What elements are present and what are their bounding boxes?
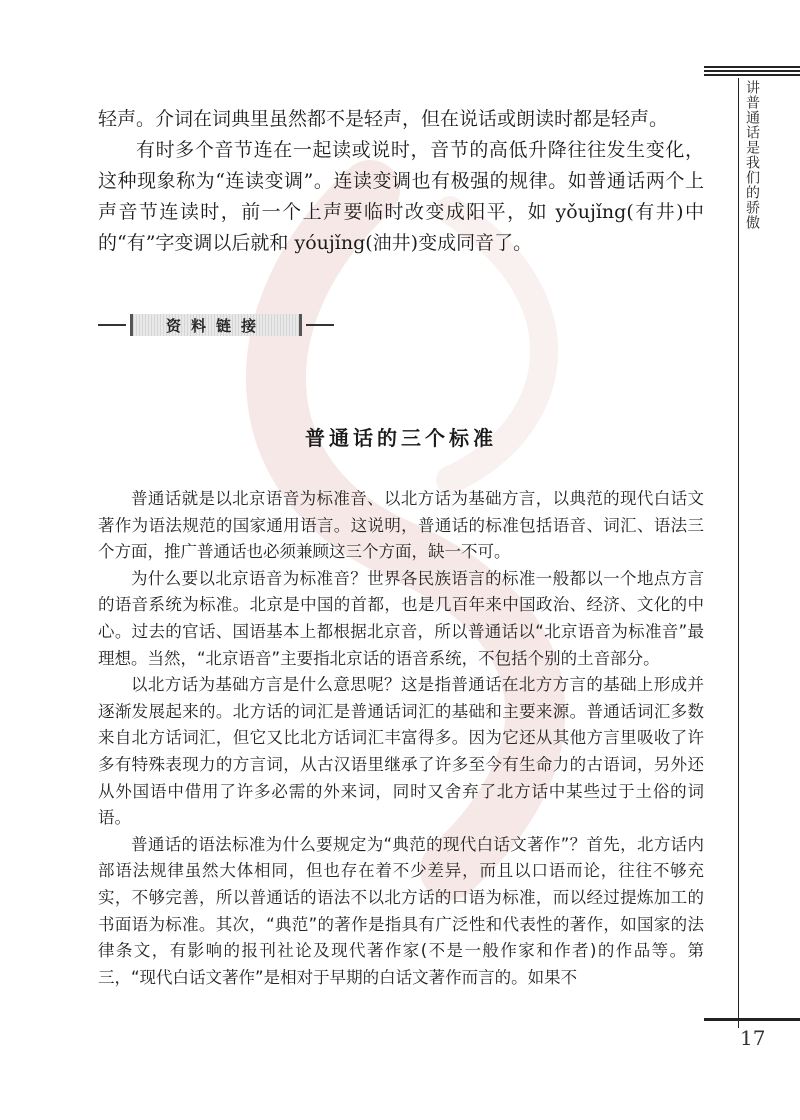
side-divider [738,78,739,1028]
label-rule-left [98,324,126,326]
article-title: 普通话的三个标准 [305,426,497,450]
paragraph: 普通话的语法标准为什么要规定为“典范的现代白话文著作”？首先，北方话内部语法规律虽然大体相同，但也存在着不少差异，而且以口语而论，往往不够充实，不够完善，所以普通话的语法不以北方话的口语为标准，而以经过提炼加工的书面语为标准。其次，“典范”的著作是指具有广泛性和代表性的著作，如国家的法律条文，有影响的报刊社论及现代著作家(不是一般作家和作者)的作品等。第三，“现代白话文著作”是相对于早期的白话文著作而言的。如果不 [98,834,704,987]
label-rule-right [306,324,334,326]
paragraph: 轻声。介词在词典里虽然都不是轻声，但在说话或朗读时都是轻声。 [98,108,669,130]
bottom-rule [704,1018,800,1021]
article-body [98,486,704,991]
section-label [98,312,334,338]
paragraph: 有时多个音节连在一起读或说时，音节的高低升降往往发生变化，这种现象称为“连读变调”。连读变调也有极强的规律。如普通话两个上声音节连读时，前一个上声要临时改变成阳平，如 yǒujǐng(有井)中的“有”字变调以后就和 yóujǐng(油井)变成同音了。 [98,139,704,254]
paragraph: 为什么要以北京语音为标准音？世界各民族语言的标准一般都以一个地点方言的语音系统为标准。北京是中国的首都，也是几百年来中国政治、经济、文化的中心。过去的官话、国语基本上都根据北京音，所以普通话以“北京语音为标准音”最理想。当然，“北京语音”主要指北京话的语音系统，不包括个别的土音部分。 [98,568,704,668]
section-label-text: 资料链接 [130,314,302,336]
paragraph: 以北方话为基础方言是什么意思呢？这是指普通话在北方方言的基础上形成并逐渐发展起来的。北方话的词汇是普通话词汇的基础和主要来源。普通话词汇多数来自北方话词汇，但它又比北方话词汇丰富得多。因为它还从其他方言里吸收了许多有特殊表现力的方言词，从古汉语里继承了许多至今有生命力的古语词，另外还从外国语中借用了许多必需的外来词，同时又舍弃了北方话中某些过于土俗的词语。 [98,675,704,828]
top-text-block [98,104,704,259]
paragraph: 普通话就是以北京语音为标准音、以北方话为基础方言，以典范的现代白话文著作为语法规范的国家通用语言。这说明，普通话的标准包括语音、词汇、语法三个方面，推广普通话也必须兼顾这三个方面，缺一不可。 [98,489,704,562]
side-decoration-stripes [704,66,800,76]
running-header-title: 讲普通话是我们的骄傲 [744,80,760,230]
page-number: 17 [740,1026,766,1050]
